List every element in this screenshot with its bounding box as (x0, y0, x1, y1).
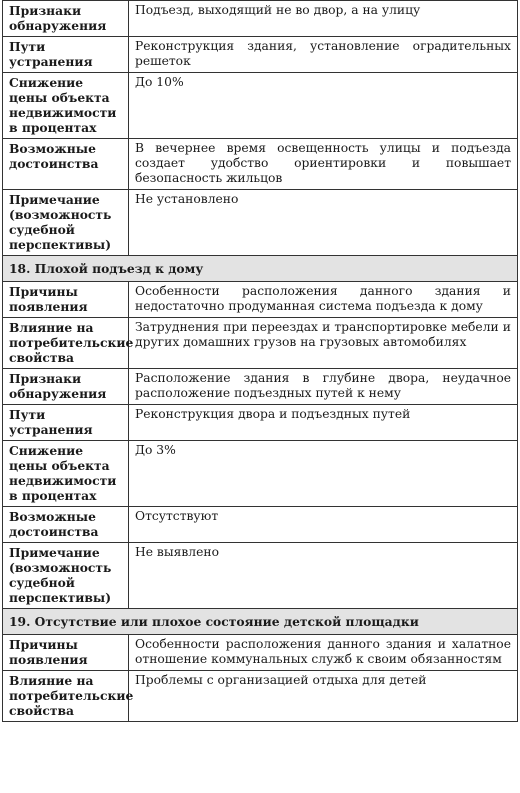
table-body (3, 1, 518, 722)
row-value: Особенности расположения данного здания и халатное отношение коммунальных служб к своим обязанностям (129, 635, 518, 671)
row-value: Проблемы с организацией отдыха для детей (129, 671, 518, 722)
row-label: Примечание (возможность судебной перспективы) (3, 543, 129, 609)
row-label: Причины появления (3, 635, 129, 671)
row-label: Возможные достоинства (3, 139, 129, 190)
table-row (3, 73, 518, 139)
section-title: 19. Отсутствие или плохое состояние детской площадки (3, 609, 518, 635)
row-label: Признаки обнаружения (3, 369, 129, 405)
row-label: Пути устранения (3, 405, 129, 441)
row-value: До 10% (129, 73, 518, 139)
table-row (3, 1, 518, 37)
table-row (3, 190, 518, 256)
section-title: 18. Плохой подъезд к дому (3, 256, 518, 282)
table-row (3, 369, 518, 405)
table-row (3, 318, 518, 369)
row-value: Подъезд, выходящий не во двор, а на улицу (129, 1, 518, 37)
table-row (3, 543, 518, 609)
defects-table (2, 0, 518, 722)
row-label: Снижение цены объекта недвижимости в процентах (3, 73, 129, 139)
table-row (3, 37, 518, 73)
row-label: Причины появления (3, 282, 129, 318)
row-value: Затруднения при переездах и транспортировке мебели и других домашних грузов на грузовых автомобилях (129, 318, 518, 369)
row-value: Реконструкция здания, установление оградительных решеток (129, 37, 518, 73)
table-row (3, 405, 518, 441)
table-row (3, 282, 518, 318)
table-row (3, 139, 518, 190)
document-page (2, 0, 518, 722)
table-row (3, 507, 518, 543)
row-value: Не установлено (129, 190, 518, 256)
row-label: Признаки обнаружения (3, 1, 129, 37)
row-label: Влияние на потребительские свойства (3, 318, 129, 369)
row-value: Отсутствуют (129, 507, 518, 543)
row-label: Возможные достоинства (3, 507, 129, 543)
row-value: Расположение здания в глубине двора, неудачное расположение подъездных путей к нему (129, 369, 518, 405)
row-label: Влияние на потребительские свойства (3, 671, 129, 722)
row-value: Реконструкция двора и подъездных путей (129, 405, 518, 441)
table-row (3, 635, 518, 671)
row-value: До 3% (129, 441, 518, 507)
section-header (3, 256, 518, 282)
row-label: Снижение цены объекта недвижимости в процентах (3, 441, 129, 507)
row-value: В вечернее время освещенность улицы и подъезда создает удобство ориентировки и повышает безопасность жильцов (129, 139, 518, 190)
row-value: Не выявлено (129, 543, 518, 609)
row-value: Особенности расположения данного здания и недостаточно продуманная система подъезда к дому (129, 282, 518, 318)
table-row (3, 441, 518, 507)
row-label: Пути устранения (3, 37, 129, 73)
row-label: Примечание (возможность судебной перспективы) (3, 190, 129, 256)
section-header (3, 609, 518, 635)
table-row (3, 671, 518, 722)
